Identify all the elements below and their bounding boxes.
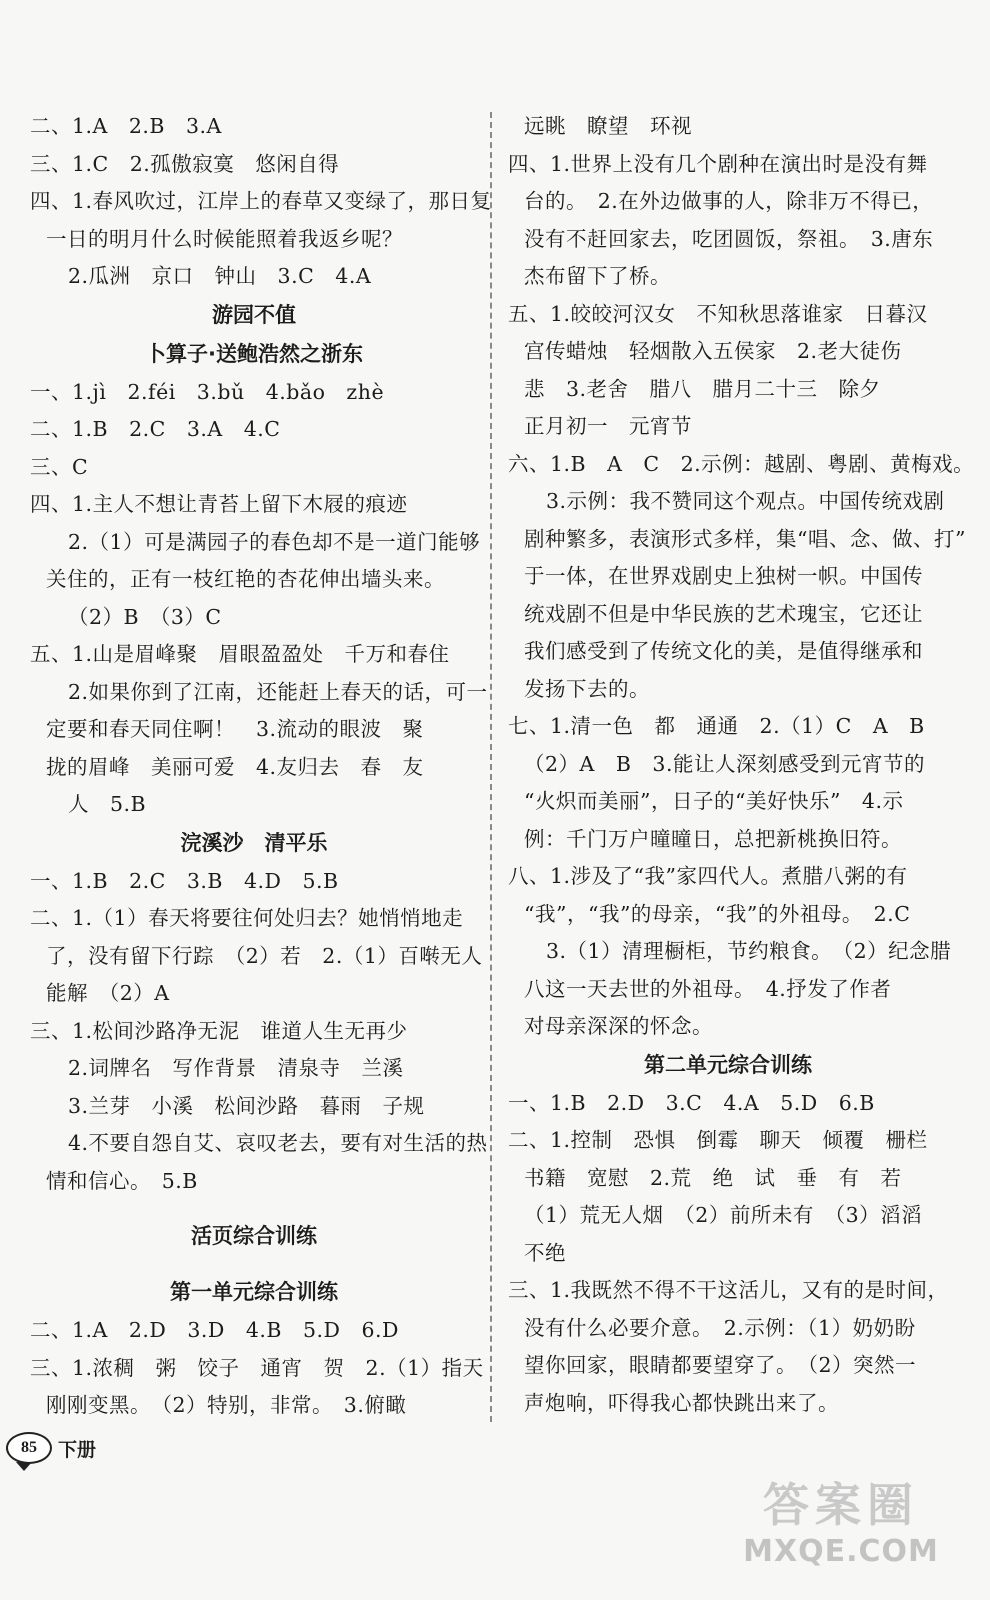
answer-line: 对母亲深深的怀念。	[524, 1014, 713, 1038]
answer-line: 例：千门万户曈曈日，总把新桃换旧符。	[524, 826, 902, 851]
answer-line: 声炮响，吓得我心都快跳出来了。	[524, 1390, 839, 1415]
answer-line: 3.兰芽 小溪 松间沙路 暮雨 子规	[68, 1093, 425, 1118]
answer-line: 不绝	[524, 1240, 566, 1265]
answer-line: 台的。 2.在外边做事的人，除非万不得已，	[524, 189, 934, 213]
section-heading: 游园不值	[212, 302, 296, 327]
answer-line: 望你回家，眼睛都要望穿了。 （2）突然一	[524, 1353, 917, 1377]
answer-line: 一、1.B 2.D 3.C 4.A 5.D 6.B	[508, 1090, 875, 1115]
left-column	[30, 108, 492, 1425]
answer-line: 定要和春天同住啊！ 3.流动的眼波 聚	[46, 717, 424, 741]
answer-line: 八这一天去世的外祖母。 4.抒发了作者	[524, 976, 892, 1001]
answer-line: 一日的明月什么时候能照着我返乡呢？	[46, 226, 403, 251]
answer-line: 情和信心。 5.B	[46, 1168, 198, 1193]
section-heading: 第二单元综合训练	[644, 1052, 812, 1077]
answer-line: 拢的眉峰 美丽可爱 4.友归去 春 友	[46, 754, 424, 779]
answer-line: 2.（1）可是满园子的春色却不是一道门能够	[68, 529, 481, 554]
answer-line: 二、1.A 2.B 3.A	[30, 114, 222, 138]
answer-line: 3.示例：我不赞同这个观点。中国传统戏剧	[546, 489, 945, 513]
answer-line: 五、1.山是眉峰聚 眉眼盈盈处 千万和春住	[30, 642, 450, 666]
answer-line: （1）荒无人烟 （2）前所未有 （3）滔滔	[524, 1203, 923, 1227]
answer-line: 二、1.（1）春天将要往何处归去？她悄悄地走	[30, 906, 464, 930]
answer-line: 剧种繁多，表演形式多样，集“唱、念、做、打”	[524, 526, 966, 551]
answer-line: 三、1.松间沙路净无泥 谁道人生无再少	[30, 1018, 408, 1043]
answer-line: 人 5.B	[68, 792, 147, 816]
answer-line: 关住的，正有一枝红艳的杏花伸出墙头来。	[46, 567, 445, 591]
answer-line: 三、1.我既然不得不干这活儿，又有的是时间，	[508, 1278, 949, 1302]
answer-line: 于一体，在世界戏剧史上独树一帜。中国传	[524, 564, 923, 588]
answer-line: 远眺 瞭望 环视	[524, 114, 692, 138]
answer-line: 七、1.清一色 都 通通 2.（1）C A B	[508, 714, 925, 738]
page-number-badge	[6, 1432, 52, 1464]
section-heading: 浣溪沙 清平乐	[180, 830, 328, 855]
answer-line: 杰布留下了桥。	[524, 264, 671, 288]
answer-line: 五、1.皎皎河汉女 不知秋思落谁家 日暮汉	[508, 301, 928, 326]
answer-line: 四、1.主人不想让青苔上留下木屐的痕迹	[30, 492, 408, 516]
answer-line: 宫传蜡烛 轻烟散入五侯家 2.老大徒伤	[524, 339, 902, 363]
answer-line: 四、1.世界上没有几个剧种在演出时是没有舞	[508, 151, 928, 176]
answer-line: 三、1.浓稠 粥 饺子 通宵 贺 2.（1）指天	[30, 1355, 484, 1380]
page-number: 85	[21, 1439, 37, 1456]
column-divider	[490, 112, 492, 1422]
section-heading: 活页综合训练	[191, 1224, 317, 1248]
answer-line: 六、1.B A C 2.示例：越剧、粤剧、黄梅戏。	[508, 451, 975, 476]
answer-line: 一、1.jì 2.féi 3.bǔ 4.bǎo zhè	[30, 379, 385, 404]
answer-line: 一、1.B 2.C 3.B 4.D 5.B	[30, 868, 339, 893]
answer-line: 八、1.涉及了“我”家四代人。煮腊八粥的有	[508, 864, 908, 888]
answer-line: 四、1.春风吹过，江岸上的春草又变绿了，那日复	[30, 189, 492, 213]
section-heading: 第一单元综合训练	[170, 1280, 338, 1304]
answer-line: 4.不要自怨自艾、哀叹老去，要有对生活的热	[68, 1131, 488, 1155]
answer-line: 3.（1）清理橱柜，节约粮食。 （2）纪念腊	[546, 939, 952, 963]
answer-line: 没有不赶回家去，吃团圆饭，祭祖。 3.唐东	[524, 226, 934, 251]
answer-line: （2）B （3）C	[68, 604, 222, 629]
section-heading: 卜算子·送鲍浩然之浙东	[145, 341, 363, 366]
watermark-logo	[710, 1478, 972, 1588]
answer-line: 了，没有留下行踪 （2）若 2.（1）百啭无人	[46, 943, 483, 968]
answer-line: 正月初一 元宵节	[524, 414, 692, 438]
answer-line: 发扬下去的。	[524, 676, 650, 701]
watermark-text: 答案圈	[763, 1478, 919, 1532]
answer-line: “火炽而美丽”，日子的“美好快乐” 4.示	[524, 789, 904, 813]
volume-label: 下册	[58, 1438, 97, 1461]
right-column	[508, 108, 975, 1422]
answer-line: 书籍 宽慰 2.荒 绝 试 垂 有 若	[524, 1165, 902, 1190]
page-footer	[6, 1432, 96, 1464]
answer-line: 二、1.A 2.D 3.D 4.B 5.D 6.D	[30, 1318, 399, 1342]
answer-line: “我”，“我”的母亲，“我”的外祖母。 2.C	[524, 901, 911, 926]
watermark-url: MXQE.COM	[743, 1534, 939, 1569]
answer-line: 三、C	[30, 454, 89, 479]
answer-line: 2.瓜洲 京口 钟山 3.C 4.A	[68, 264, 372, 288]
answer-line: 2.如果你到了江南，还能赶上春天的话，可一	[68, 679, 488, 704]
answer-line: 二、1.控制 恐惧 倒霉 聊天 倾覆 栅栏	[508, 1128, 928, 1152]
answer-line: 2.词牌名 写作背景 清泉寺 兰溪	[68, 1056, 404, 1080]
answer-line: 三、1.C 2.孤傲寂寞 悠闲自得	[30, 151, 340, 176]
answer-line: 二、1.B 2.C 3.A 4.C	[30, 417, 281, 441]
answer-line: 我们感受到了传统文化的美，是值得继承和	[524, 639, 923, 663]
answer-line: （2）A B 3.能让人深刻感受到元宵节的	[524, 751, 925, 776]
answer-line: 悲 3.老舍 腊八 腊月二十三 除夕	[524, 376, 881, 401]
answer-line: 统戏剧不但是中华民族的艺术瑰宝，它还让	[524, 601, 923, 626]
answer-line: 刚刚变黑。 （2）特别，非常。 3.俯瞰	[46, 1393, 407, 1417]
answer-line: 能解 （2）A	[46, 981, 170, 1005]
answer-line: 没有什么必要介意。 2.示例：（1）奶奶盼	[524, 1315, 916, 1340]
